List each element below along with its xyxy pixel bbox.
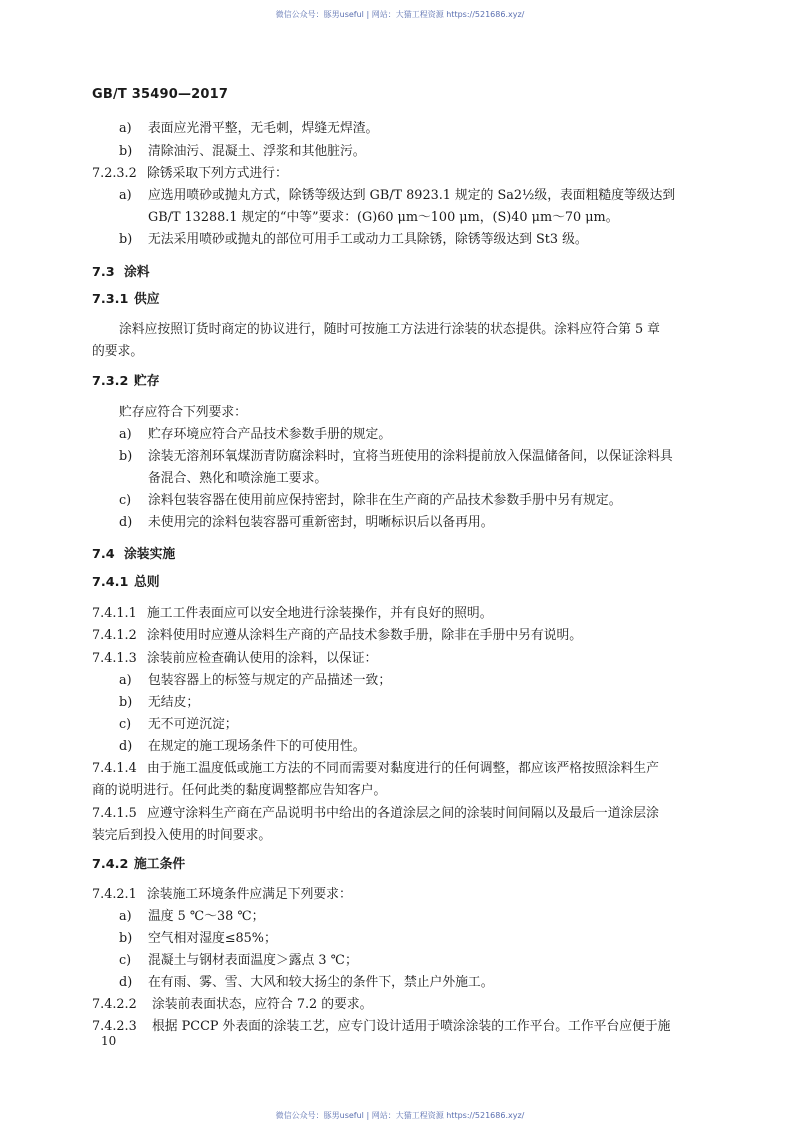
- list-item: 无结皮；: [148, 695, 200, 710]
- list-item: 贮存环境应符合产品技术参数手册的规定。: [148, 427, 392, 442]
- section-heading: 贮存: [134, 374, 160, 389]
- section-heading: 总则: [134, 575, 160, 590]
- clause-text: 涂装前表面状态，应符合 7.2 的要求。: [152, 997, 373, 1012]
- section-heading: 涂装实施: [124, 547, 176, 562]
- section-number: 7.4.2: [92, 857, 129, 872]
- list-item-label: a): [119, 909, 132, 924]
- clause-number: 7.4.2.2: [92, 997, 137, 1012]
- list-item: 无不可逆沉淀；: [148, 717, 238, 732]
- clause-number: 7.4.1.5: [92, 806, 137, 821]
- section-number: 7.4: [92, 547, 115, 562]
- list-item: 应选用喷砂或抛丸方式，除锈等级达到 GB/T 8923.1 规定的 Sa2½级，表面粗糙度等级达到: [148, 188, 676, 203]
- clause-text-continued: 商的说明进行。任何此类的黏度调整都应告知客户。: [92, 783, 387, 798]
- list-item: 在有雨、雾、雪、大风和较大扬尘的条件下，禁止户外施工。: [148, 975, 494, 990]
- clause-number: 7.4.1.1: [92, 606, 137, 621]
- clause-number: 7.4.1.3: [92, 651, 137, 666]
- clause-text: 涂装施工环境条件应满足下列要求：: [147, 887, 352, 902]
- list-item-label: d): [119, 739, 133, 754]
- watermark-bottom: 微信公众号：豚男useful | 网站：大猫工程资源 https://521686.xyz/: [275, 1111, 525, 1120]
- list-item: 清除油污、混凝土、浮浆和其他脏污。: [148, 144, 366, 159]
- list-item-label: b): [119, 232, 133, 247]
- list-item-label: c): [119, 493, 132, 508]
- clause-number: 7.4.2.1: [92, 887, 137, 902]
- paragraph: 贮存应符合下列要求：: [119, 405, 247, 420]
- list-item-continued: GB/T 13288.1 规定的“中等”要求：(G)60 μm～100 μm，(S)40 μm～70 μm。: [148, 210, 619, 225]
- clause-text: 应遵守涂料生产商在产品说明书中给出的各道涂层之间的涂装时间间隔以及最后一道涂层涂: [147, 806, 659, 821]
- list-item: 包装容器上的标签与规定的产品描述一致；: [148, 673, 392, 688]
- paragraph-continued: 的要求。: [92, 344, 144, 359]
- list-item: 混凝土与钢材表面温度＞露点 3 ℃；: [148, 953, 358, 968]
- list-item-label: d): [119, 975, 133, 990]
- list-item: 涂料包装容器在使用前应保持密封，除非在生产商的产品技术参数手册中另有规定。: [148, 493, 622, 508]
- list-item-continued: 备混合、熟化和喷涂施工要求。: [148, 471, 328, 486]
- list-item-label: a): [119, 673, 132, 688]
- list-item: 涂装无溶剂环氧煤沥青防腐涂料时，宜将当班使用的涂料提前放入保温储备间，以保证涂料具: [148, 449, 673, 464]
- list-item: 空气相对湿度≤85%；: [148, 931, 277, 946]
- list-item-label: c): [119, 717, 132, 732]
- clause-text-continued: 装完后到投入使用的时间要求。: [92, 828, 272, 843]
- list-item-label: d): [119, 515, 133, 530]
- section-number: 7.3.1: [92, 292, 129, 307]
- list-item-label: a): [119, 427, 132, 442]
- section-heading: 供应: [134, 292, 160, 307]
- standard-code: GB/T 35490—2017: [92, 87, 229, 102]
- list-item-label: b): [119, 931, 133, 946]
- clause-text: 施工工件表面应可以安全地进行涂装操作，并有良好的照明。: [147, 606, 493, 621]
- list-item: 温度 5 ℃～38 ℃；: [148, 909, 265, 924]
- clause-number: 7.4.1.4: [92, 761, 137, 776]
- clause-text: 根据 PCCP 外表面的涂装工艺，应专门设计适用于喷涂涂装的工作平台。工作平台应便于施: [152, 1019, 671, 1034]
- section-heading: 涂料: [124, 265, 150, 280]
- list-item-label: b): [119, 695, 133, 710]
- list-item-label: a): [119, 188, 132, 203]
- section-number: 7.3.2: [92, 374, 129, 389]
- clause-text: 除锈采取下列方式进行：: [147, 166, 288, 181]
- page-number: 10: [101, 1034, 117, 1048]
- list-item: 表面应光滑平整，无毛刺，焊缝无焊渣。: [148, 121, 379, 136]
- list-item: 未使用完的涂料包装容器可重新密封，明晰标识后以备再用。: [148, 515, 494, 530]
- list-item: 在规定的施工现场条件下的可使用性。: [148, 739, 366, 754]
- clause-number: 7.4.2.3: [92, 1019, 137, 1034]
- list-item: 无法采用喷砂或抛丸的部位可用手工或动力工具除锈，除锈等级达到 St3 级。: [148, 232, 588, 247]
- clause-text: 涂装前应检查确认使用的涂料，以保证：: [147, 651, 378, 666]
- list-item-label: a): [119, 121, 132, 136]
- section-heading: 施工条件: [134, 857, 186, 872]
- section-number: 7.3: [92, 265, 115, 280]
- clause-number: 7.2.3.2: [92, 166, 137, 181]
- clause-text: 涂料使用时应遵从涂料生产商的产品技术参数手册，除非在手册中另有说明。: [147, 628, 583, 643]
- clause-text: 由于施工温度低或施工方法的不同而需要对黏度进行的任何调整，都应该严格按照涂料生产: [147, 761, 659, 776]
- clause-number: 7.4.1.2: [92, 628, 137, 643]
- watermark-top: 微信公众号：豚男useful | 网站：大猫工程资源 https://521686.xyz/: [275, 10, 525, 19]
- paragraph: 涂料应按照订货时商定的协议进行，随时可按施工方法进行涂装的状态提供。涂料应符合第 5 章: [119, 322, 660, 337]
- list-item-label: b): [119, 449, 133, 464]
- list-item-label: b): [119, 144, 133, 159]
- list-item-label: c): [119, 953, 132, 968]
- section-number: 7.4.1: [92, 575, 129, 590]
